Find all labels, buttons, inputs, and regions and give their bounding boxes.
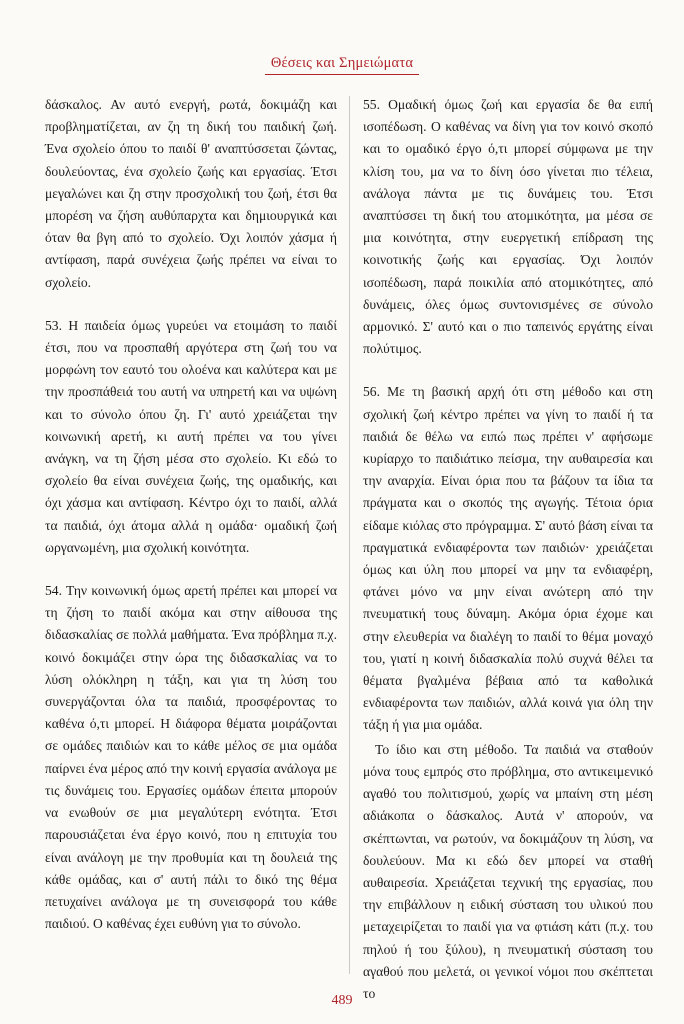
page-number: 489 [331,993,353,1008]
left-column [45,94,337,935]
running-header [0,52,684,75]
paragraph-continuation: δάσκαλος. Αν αυτό ενεργή, ρωτά, δοκιμάζη και προβληματίζεται, αν ζη τη δική του παιδική ζωή. Ένα σχολείο όπου το παιδί θ' αναπτύσσεται ζώντας, δουλεύοντας, ένα σχολείο ζωής και εργασίας. Έτσι μεγαλώνει και ζη στην προσχολική του ζωή, έτσι θα μπορέση να ζήση αυθύπαρχτα και δημιουργικά και όταν θα βγη από το σχολείο. Όχι λοιπόν χάσμα ή αντίφαση, παρά συνέχεια ζωής πρέπει να είναι το σχολείο. [45,97,337,290]
running-title: Θέσεις και Σημειώματα [265,55,419,75]
right-column [363,94,653,1005]
paragraph-55: 55. Ομαδική όμως ζωή και εργασία δε θα ειπή ισοπέδωση. Ο καθένας να δίνη για τον κοινό σκοπό και το ομαδικό έργο ό,τι μπορεί σύμφωνα με την κλίση του, μα να το δίνη όσο γίνεται πιο τέλεια, ανάλογα πάντα με τις δυνάμεις του. Έτσι αναπτύσσει τη δική του ατομικότητα, μα μέσα σε μια κοινότητα, στην ευεργετική επίδραση της κοινοτικής ζωής και εργασίας. Όχι λοιπόν ισοπέδωση, παρά ποικιλία από ατομικότητες, από δυνάμεις, όλες όμως συντονισμένες σε σύνολο αρμονικό. Σ' αυτό και ο πιο ταπεινός εργάτης είναι πολύτιμος. [363,97,653,357]
paragraph-53: 53. Η παιδεία όμως γυρεύει να ετοιμάση το παιδί έτσι, που να προσπαθή αργότερα στη ζωή του να μορφώνη τον εαυτό του ολοένα και καλύτερα και με την προσπάθειά του αυτή να υπηρετή και να υψώνη και το σύνολο όπου ζη. Γι' αυτό χρειάζεται την κοινωνική αρετή, κι αυτή πρέπει να του γίνει ανάγκη, να τη ζήση μέσα στο σχολείο. Κι εδώ το σχολείο θα είναι συνέχεια ζωής, της ομαδικής, και όχι χάσμα και αντίφαση. Κέντρο όχι το παιδί, αλλά τα παιδιά, όχι άτομα αλλά η ομάδα· ομαδική ζωή ωργανωμένη, μια σχολική κοινότητα. [45,317,337,555]
paragraph-56-continued: Το ίδιο και στη μέθοδο. Τα παιδιά να σταθούν μόνα τους εμπρός στο πρόβλημα, στο αντικειμενικό αγαθό του πολιτισμού, χωρίς να μπαίνη στη μέση αδιάκοπα ο δάσκαλος. Αυτά ν' απορούν, να σκέπτωνται, να ρωτούν, να δοκιμάζουν τη λύση, να δουλεύουν. Μα κι εδώ δεν μπορεί να σταθή αυθαιρεσία. Χρειάζεται τεχνική της εργασίας, που την επιβάλλουν η ειδική σύσταση του υλικού που μεταχειρίζεται το παιδί για να φτιάση κάτι (π.χ. του πηλού ή του ξύλου), η πνευματική σύσταση του αγαθού που μελετά, οι γενικοί νόμοι που σκέπτεται το [363,741,653,1001]
paragraph-54: 54. Την κοινωνική όμως αρετή πρέπει και μπορεί να τη ζήση το παιδί ακόμα και στην αίθουσα της διδασκαλίας σε πολλά μαθήματα. Ένα πρόβλημα π.χ. κοινό δοκιμάζει στην ώρα της διδασκαλίας να το λύση ολόκληρη η τάξη, και για τη λύση του συνεργάζονται όλα τα παιδιά, προσφέροντας το καθένα ό,τι μπορεί. Η διάφορα θέματα μοιράζονται σε ομάδες παιδιών και το κάθε μέλος σε μια ομάδα παίρνει ένα μέρος από την κοινή εργασία ανάλογα με τις δυνάμεις του. Εργασίες ομάδων έπειτα μπορούν να ενωθούν σε μια μεγαλύτερη ενότητα. Έτσι παρουσιάζεται ένα έργο κοινό, που η επιτυχία του είναι ανάλογη με την προθυμία και τη δουλειά της κάθε ομάδας, και σ' αυτή πάλι το δικό της θέμα πετυχαίνει ανάλογα με τη συνεισφορά του κάθε παιδιού. Ο καθένας έχει ευθύνη για το σύνολο. [45,583,337,932]
paragraph-56: 56. Με τη βασική αρχή ότι στη μέθοδο και στη σχολική ζωή κέντρο πρέπει να γίνη το παιδί ή τα παιδιά δε θέλω να ειπώ πως πρέπει ν' αφήσωμε κυρίαρχο το παιδιάτικο πείσμα, την αυθαιρεσία και την αναρχία. Είναι όρια που τα βάζουν τα ίδια τα πράγματα και ο σκοπός της αγωγής. Τέτοια όρια είδαμε κιόλας στο πρόγραμμα. Σ' αυτό βάση είναι τα πραγματικά ενδιαφέροντα των παιδιών· χρειάζεται όμως και ύλη που μπορεί να μην τα ενδιαφέρη, φτάνει μόνο να μην είναι ανώτερη από την πνευματική τους δύναμη. Ακόμα όρια έχομε και στην ελευθερία να διαλέγη το παιδί το θέμα μοναχό του, γιατί η κοινή διδασκαλία πολύ συχνά θέλει τα θέματα βγαλμένα βέβαια από τα καθολικά ενδιαφέροντα των παιδιών, αλλά κοινά για όλη την τάξη ή για μια ομάδα. [363,384,653,733]
column-divider [349,96,350,974]
